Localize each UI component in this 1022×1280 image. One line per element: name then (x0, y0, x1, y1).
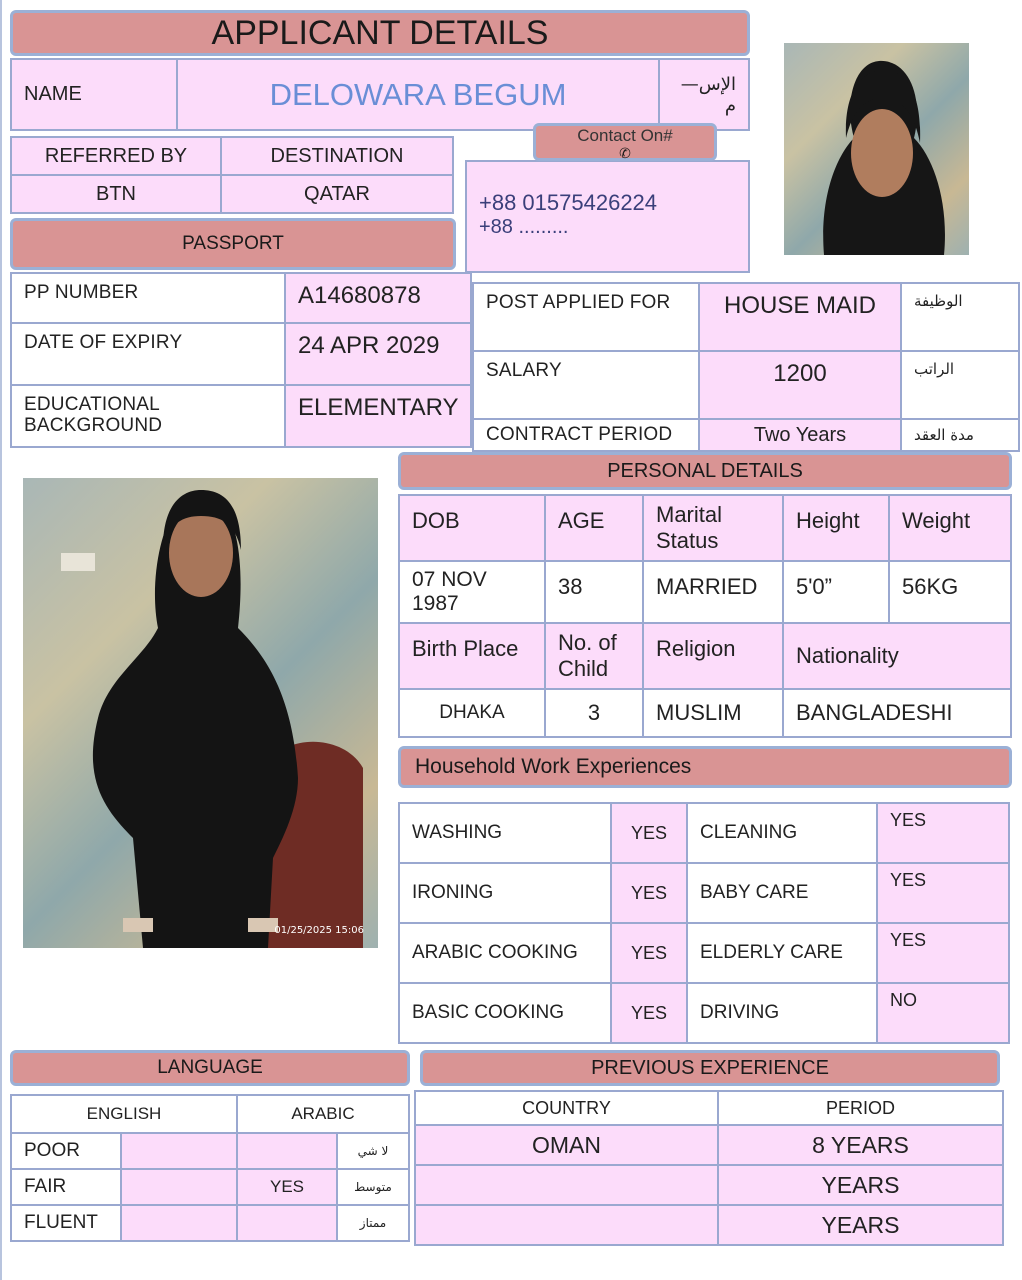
experience-label-text: BABY CARE (700, 882, 809, 903)
experience-label-text: ELDERLY CARE (700, 942, 843, 963)
birthplace-label (398, 622, 546, 690)
language-header-text: LANGUAGE (157, 1057, 263, 1078)
dob-label (398, 494, 546, 562)
post-arabic-label (900, 282, 1020, 352)
education-label (10, 384, 286, 448)
experience-value-text: YES (890, 810, 927, 830)
english-level-value (120, 1132, 238, 1170)
marital-value (642, 560, 784, 624)
age-label-text: AGE (558, 508, 605, 533)
destination-label (220, 136, 454, 176)
period-column-label-text: PERIOD (825, 1097, 895, 1118)
name-label (10, 58, 178, 131)
experience-value (610, 982, 688, 1044)
previous-period-value-text: YEARS (821, 1211, 900, 1238)
contact-header (533, 123, 717, 161)
children-value-text: 3 (587, 700, 601, 725)
pp-number-value-text: A14680878 (298, 282, 421, 309)
page-left-border (0, 0, 2, 1280)
experience-label (398, 922, 612, 984)
religion-label (642, 622, 784, 690)
previous-country-value (414, 1164, 719, 1206)
contact-box (465, 160, 750, 273)
photo-timestamp: 01/25/2025 15:06 (274, 925, 364, 936)
english-level-value (120, 1204, 238, 1242)
language-level-label (10, 1168, 122, 1206)
english-level-value (120, 1168, 238, 1206)
experience-label (686, 982, 878, 1044)
dob-value-text: 07 NOV 1987 (412, 568, 487, 615)
personal-details-header (398, 452, 1012, 490)
previous-period-value (717, 1204, 1004, 1246)
contract-label-text: CONTRACT PERIOD (486, 424, 673, 445)
post-arabic-text: الوظيفة (914, 292, 963, 310)
age-value (544, 560, 644, 624)
language-level-label (10, 1204, 122, 1242)
nationality-value (782, 688, 1012, 738)
contact-phone-2[interactable]: +88 ......... (479, 216, 569, 238)
country-column-label-text: COUNTRY (522, 1097, 611, 1118)
period-column-label (717, 1090, 1004, 1126)
name-value-text: DELOWARA BEGUM (269, 76, 567, 112)
experience-value (876, 862, 1010, 924)
experience-label-text: DRIVING (700, 1002, 780, 1023)
name-arabic-text: الإس—م (680, 73, 736, 116)
arabic-column-label-text: ARABIC (291, 1104, 355, 1123)
experience-label-text: IRONING (412, 882, 494, 903)
english-column-label-text: ENGLISH (86, 1104, 162, 1123)
phone-icon: ✆ (619, 145, 631, 161)
previous-period-value (717, 1124, 1004, 1166)
salary-arabic-text: الراتب (914, 360, 955, 378)
name-value (176, 58, 660, 131)
referred-by-label (10, 136, 222, 176)
experience-label (398, 982, 612, 1044)
salary-label-text: SALARY (486, 360, 562, 381)
contact-header-text: Contact On# (577, 126, 673, 145)
language-level-arabic-label-text: لا شي (357, 1144, 389, 1158)
country-column-label (414, 1090, 719, 1126)
birthplace-value-text: DHAKA (439, 702, 505, 723)
previous-period-value (717, 1164, 1004, 1206)
referred-by-label-text: REFERRED BY (44, 144, 188, 167)
education-value (284, 384, 472, 448)
expiry-label-text: DATE OF EXPIRY (24, 332, 183, 353)
experience-value-text: YES (630, 822, 668, 843)
full-body-photo (23, 478, 378, 948)
marital-label (642, 494, 784, 562)
language-header (10, 1050, 410, 1086)
expiry-value-text: 24 APR 2029 (298, 332, 440, 359)
page-title (10, 10, 750, 56)
experience-label-text: BASIC COOKING (412, 1002, 565, 1023)
salary-value (698, 350, 902, 420)
destination-value-text: QATAR (304, 182, 370, 205)
experience-label (686, 862, 878, 924)
language-level-arabic-label (336, 1204, 410, 1242)
portrait-small-figure (784, 43, 969, 255)
experience-value-text: YES (630, 882, 668, 903)
experience-value-text: YES (890, 870, 927, 890)
page-title-text: APPLICANT DETAILS (211, 13, 549, 52)
contract-arabic-text: مدة العقد (914, 426, 974, 444)
experience-label (686, 922, 878, 984)
language-level-label-text: FAIR (24, 1176, 67, 1197)
post-label-text: POST APPLIED FOR (486, 292, 671, 313)
post-label (472, 282, 700, 352)
religion-value (642, 688, 784, 738)
expiry-label (10, 322, 286, 386)
experience-label (398, 862, 612, 924)
experience-value-text: YES (630, 1002, 668, 1023)
referred-by-value-text: BTN (96, 182, 136, 205)
salary-value-text: 1200 (773, 360, 827, 387)
experience-value (876, 922, 1010, 984)
previous-country-value (414, 1204, 719, 1246)
experience-value (876, 982, 1010, 1044)
pp-number-label-text: PP NUMBER (24, 282, 139, 303)
experience-value-text: NO (890, 990, 917, 1010)
pp-number-value (284, 272, 472, 324)
referred-by-value (10, 174, 222, 214)
previous-country-value-text: OMAN (532, 1131, 601, 1158)
weight-label-text: Weight (902, 508, 971, 533)
salary-arabic-label (900, 350, 1020, 420)
children-label-text: No. of Child (558, 630, 617, 681)
contract-arabic-label (900, 418, 1020, 452)
language-level-arabic-label (336, 1168, 410, 1206)
experience-label-text: CLEANING (700, 822, 798, 843)
household-experience-header-text: Household Work Experiences (415, 755, 692, 778)
previous-experience-header (420, 1050, 1000, 1086)
language-level-arabic-label (336, 1132, 410, 1170)
weight-label (888, 494, 1012, 562)
name-arabic-label (658, 58, 750, 131)
marital-label-text: Marital Status (656, 502, 723, 553)
marital-value-text: MARRIED (656, 574, 758, 599)
birthplace-label-text: Birth Place (412, 636, 519, 661)
expiry-value (284, 322, 472, 386)
nationality-label (782, 622, 1012, 690)
previous-period-value-text: 8 YEARS (812, 1131, 909, 1158)
contract-label (472, 418, 700, 452)
education-label-text: EDUCATIONAL BACKGROUND (24, 394, 163, 436)
birthplace-value (398, 688, 546, 738)
height-label-text: Height (796, 508, 860, 533)
height-value (782, 560, 890, 624)
language-level-label-text: POOR (24, 1140, 80, 1161)
household-experience-header (398, 746, 1012, 788)
arabic-level-value (236, 1168, 338, 1206)
experience-label (686, 802, 878, 864)
portrait-photo-small (784, 43, 969, 255)
destination-label-text: DESTINATION (270, 144, 404, 167)
pp-number-label (10, 272, 286, 324)
experience-value (610, 862, 688, 924)
english-column-label (10, 1094, 238, 1134)
language-level-arabic-label-text: متوسط (354, 1180, 392, 1194)
height-label (782, 494, 890, 562)
age-value-text: 38 (558, 574, 583, 599)
post-value-text: HOUSE MAID (723, 292, 876, 319)
passport-header (10, 218, 456, 270)
contract-value-text: Two Years (753, 423, 847, 446)
religion-value-text: MUSLIM (656, 700, 742, 725)
previous-period-value-text: YEARS (821, 1171, 900, 1198)
language-level-arabic-label-text: ممتاز (359, 1216, 387, 1230)
experience-value (610, 922, 688, 984)
dob-label-text: DOB (412, 508, 460, 533)
experience-label-text: WASHING (412, 822, 503, 843)
nationality-value-text: BANGLADESHI (796, 700, 953, 725)
education-value-text: ELEMENTARY (298, 394, 459, 421)
experience-value (876, 802, 1010, 864)
age-label (544, 494, 644, 562)
previous-country-value (414, 1124, 719, 1166)
post-value (698, 282, 902, 352)
contact-phone-1[interactable]: +88 01575426224 (479, 190, 658, 215)
children-value (544, 688, 644, 738)
passport-header-text: PASSPORT (182, 233, 284, 254)
arabic-level-value (236, 1204, 338, 1242)
language-level-label-text: FLUENT (24, 1212, 98, 1233)
weight-value-text: 56KG (902, 574, 959, 599)
salary-label (472, 350, 700, 420)
weight-value (888, 560, 1012, 624)
arabic-level-value (236, 1132, 338, 1170)
contract-value (698, 418, 902, 452)
destination-value (220, 174, 454, 214)
personal-details-header-text: PERSONAL DETAILS (607, 459, 803, 482)
experience-value-text: YES (890, 930, 927, 950)
experience-label (398, 802, 612, 864)
height-value-text: 5'0” (796, 574, 832, 599)
name-label-text: NAME (24, 83, 82, 105)
experience-label-text: ARABIC COOKING (412, 942, 578, 963)
arabic-column-label (236, 1094, 410, 1134)
religion-label-text: Religion (656, 636, 736, 661)
experience-value-text: YES (630, 942, 668, 963)
previous-experience-header-text: PREVIOUS EXPERIENCE (591, 1056, 829, 1079)
arabic-level-value-text: YES (269, 1177, 305, 1196)
full-body-figure (23, 478, 378, 948)
nationality-label-text: Nationality (796, 643, 899, 668)
children-label (544, 622, 644, 690)
language-level-label (10, 1132, 122, 1170)
dob-value (398, 560, 546, 624)
experience-value (610, 802, 688, 864)
